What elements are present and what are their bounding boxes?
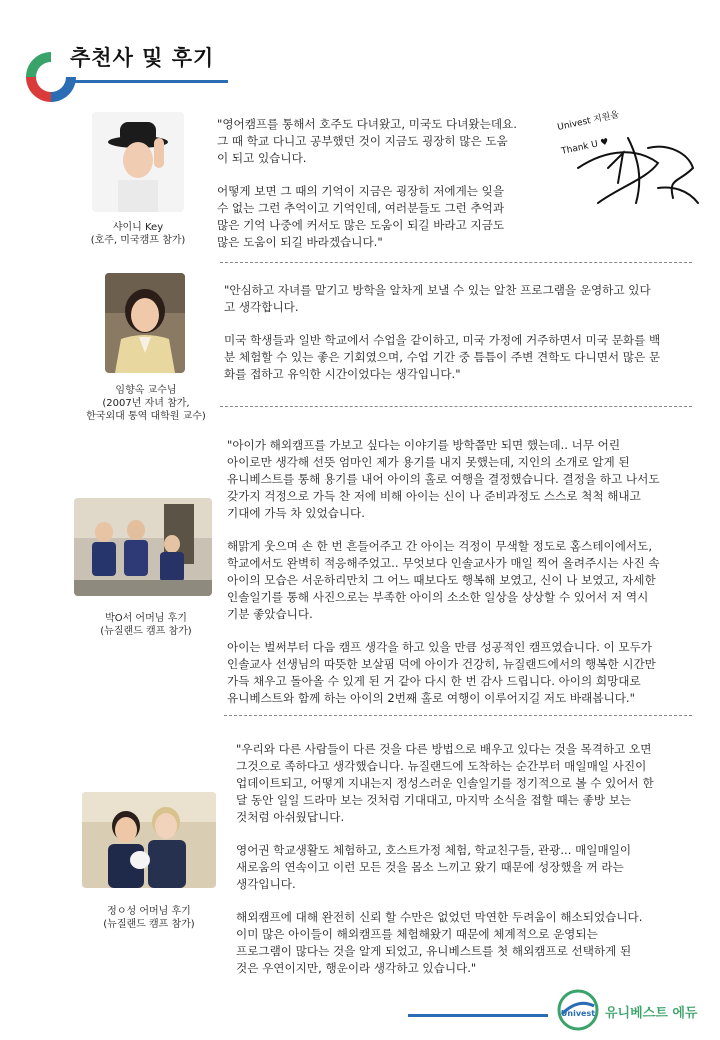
section-divider xyxy=(220,262,692,263)
caption-name: 임향옥 교수님 xyxy=(115,385,177,396)
univest-logo-icon xyxy=(556,988,600,1032)
testimonial-key xyxy=(217,116,537,267)
testimonial-paragraph: 해맑게 웃으며 손 한 번 흔들어주고 간 아이는 걱정이 무색할 정도로 홈스테이에서도, 학교에서도 완벽히 적응해주었고.. 무엇보다 인솔교사가 매일 찍어 올려주시는 사진 속 아이의 모습은 서운하리만치 그 어느 때보다도 행복해 보였고, 신이 나 보였고, 자세한 인솔일기를 통해 사진으로는 부족한 아이의 소소한 일상을 상상할 수 있어서 저 역시 기분 좋았습니다. xyxy=(227,539,660,621)
caption-jung xyxy=(82,905,216,931)
testimonial-paragraph: 아이는 벌써부터 다음 캠프 생각을 하고 있을 만큼 성공적인 캠프였습니다. 이 모두가 인솔교사 선생님의 따뜻한 보살핌 덕에 아이가 건강히, 뉴질랜드에서의 행복한 시간만 가득 채우고 돌아올 수 있게 된 거 같아 다시 한 번 감사 드립니다. 아이의 희망대로 유니베스트와 함께 하는 아이의 2번째 홀로 여행이 이루어지길 저도 바래봅니다." xyxy=(227,640,656,705)
caption-detail: (2007년 자녀 참가, xyxy=(102,398,190,409)
photo-key xyxy=(92,112,184,212)
testimonial-paragraph: 영어권 학교생활도 체험하고, 호스트가정 체험, 학교친구들, 관광... 매일매일이 새로움의 연속이고 이런 모든 것을 몸소 느끼고 왔기 때문에 성장했을 꺼 라는 생각입니다. xyxy=(236,843,632,891)
photo-professor xyxy=(105,273,185,373)
caption-key xyxy=(90,221,186,247)
footer-rule xyxy=(408,1014,548,1017)
title-underline xyxy=(72,80,228,83)
testimonial-paragraph: 어떻게 보면 그 때의 기억이 지금은 굉장히 저에게는 잊을 수 없는 그런 추억이고 기억인데, 여러분들도 그런 추억과 많은 기억 나중에 커서도 많은 도움이 되길 바라고 지금도 많은 도움이 되길 바라겠습니다." xyxy=(217,184,505,249)
caption-park xyxy=(80,612,212,638)
caption-detail: (뉴질랜드 캠프 참가) xyxy=(103,919,195,930)
testimonial-paragraph: 미국 학생들과 일반 학교에서 수업을 같이하고, 미국 가정에 거주하면서 미국 문화를 백 분 체험할 수 있는 좋은 기회였으며, 수업 기간 중 틈틈이 주변 견학도 다니면서 많은 문 화를 접하고 유익한 시간이었다는 생각입니다." xyxy=(224,333,661,381)
section-divider xyxy=(224,715,692,716)
section-divider xyxy=(220,406,692,407)
photo-park-children xyxy=(74,498,212,596)
testimonial-paragraph: "안심하고 자녀를 맡기고 방학을 알차게 보낼 수 있는 알찬 프로그램을 운영하고 있다 고 생각합니다. xyxy=(224,283,651,314)
photo-jung-children xyxy=(82,792,216,888)
testimonial-professor xyxy=(224,282,702,399)
caption-detail: 한국외대 통역 대학원 교수) xyxy=(86,411,206,422)
testimonial-paragraph: 해외캠프에 대해 완전히 신뢰 할 수만은 없었던 막연한 두려움이 해소되었습니다. 이미 많은 아이들이 해외캠프를 체험해왔기 때문에 체계적으로 운영되는 프로그램이 많다는 것을 알게 되었고, 유니베스트를 첫 해외캠프로 선택하게 된 것은 우연이지만, 행운이라 생각하고 있습니다." xyxy=(236,910,643,975)
svg-text:Thank U ♥: Thank U ♥ xyxy=(560,137,610,157)
logo-wordmark: Univest xyxy=(560,1009,596,1018)
caption-name: 정ㅇ성 어머님 후기 xyxy=(107,906,191,917)
testimonial-park xyxy=(227,437,703,723)
caption-detail: (뉴질랜드 캠프 참가) xyxy=(100,626,192,637)
testimonial-paragraph: "아이가 해외캠프를 가보고 싶다는 이야기를 방학쯤만 되면 했는데.. 너무 어린 아이로만 생각해 선뜻 엄마인 제가 용기를 내지 못했는데, 지인의 소개로 알게 된 유니베스트를 통해 용기를 내어 아이의 홀로 여행을 결정했습니다. 결정을 하고 나서도 갖가지 걱정으로 가득 찬 저에 비해 아이는 신이 나 준비과정도 스스로 척척 해내고 기대에 가득 차 있었습니다. xyxy=(227,438,660,520)
caption-professor xyxy=(80,384,212,423)
autograph-signature xyxy=(548,108,708,218)
caption-name: 샤이니 Key xyxy=(112,222,164,233)
testimonial-paragraph: "우리와 다른 사람들이 다른 것을 다른 방법으로 배우고 있다는 것을 목격하고 오면 그것으로 족하다고 생각했습니다. 뉴질랜드에 도착하는 순간부터 매일매일 사진이 업데이트되고, 어떻게 지내는지 정성스러운 인솔일기를 정기적으로 볼 수 있어서 한 달 동안 일일 드라마 보는 것처럼 기대대고, 마지막 소식을 접할 때는 좋방 보는 것처럼 아쉬웠답니다. xyxy=(236,742,654,824)
testimonial-paragraph: "영어캠프를 통해서 호주도 다녀왔고, 미국도 다녀왔는데요. 그 때 학교 다니고 공부했던 것이 지금도 굉장히 많은 도움 이 되고 있습니다. xyxy=(217,117,517,165)
footer-brand: 유니베스트 에듀 xyxy=(605,1006,698,1021)
caption-name: 박O서 어머님 후기 xyxy=(105,613,187,624)
caption-detail: (호주, 미국캠프 참가) xyxy=(90,235,186,246)
page-title: 추천사 및 후기 xyxy=(70,46,215,70)
testimonial-jung xyxy=(236,741,706,993)
svg-text:Univest 지원을: Univest 지원을 xyxy=(556,110,621,133)
